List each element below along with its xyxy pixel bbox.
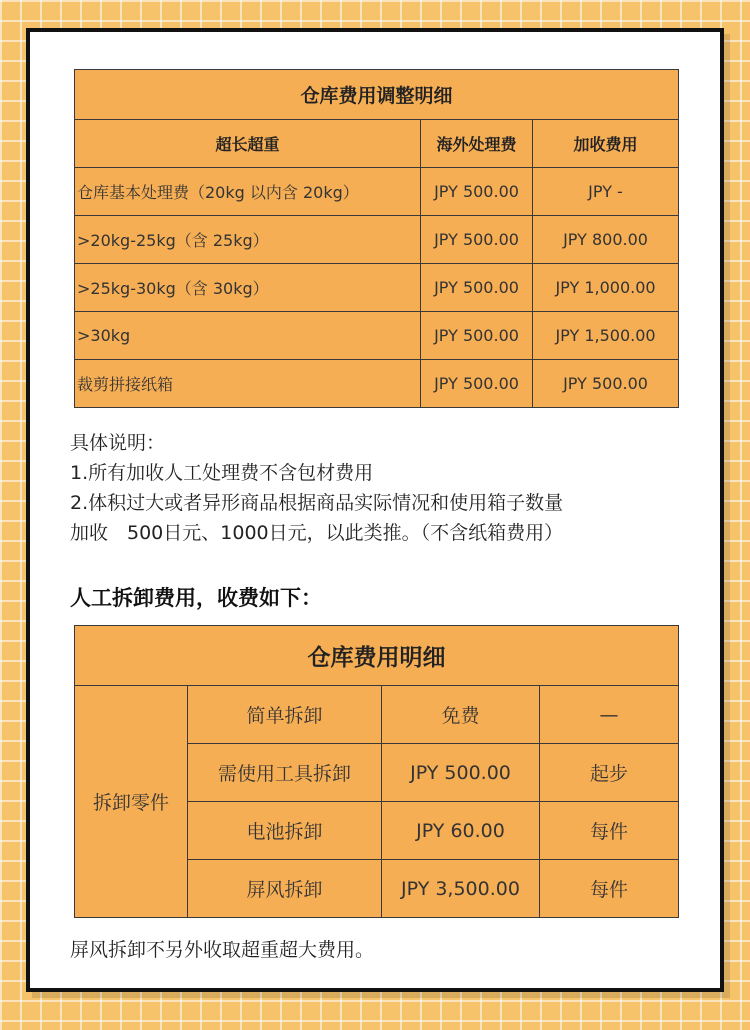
unit-cell: —	[540, 686, 679, 744]
service-name-cell: 电池拆卸	[188, 802, 382, 860]
table-header-row	[75, 120, 679, 168]
footnote: 屏风拆卸不另外收取超重超大费用。	[70, 939, 375, 961]
warehouse-fee-adjustment-table	[74, 69, 679, 408]
row-label: >20kg-25kg（含 25kg）	[75, 216, 421, 264]
overseas-fee-cell: JPY 500.00	[421, 264, 533, 312]
unit-cell: 每件	[540, 802, 679, 860]
row-label: >30kg	[75, 312, 421, 360]
note-line: 加收 500日元、1000日元，以此类推。（不含纸箱费用）	[70, 522, 564, 544]
note-line: 2.体积过大或者异形商品根据商品实际情况和使用箱子数量	[70, 492, 564, 514]
service-name-cell: 简单拆卸	[188, 686, 382, 744]
price-cell: JPY 500.00	[382, 744, 540, 802]
table-title: 仓库费用调整明细	[75, 70, 679, 120]
table-row	[75, 686, 679, 744]
surcharge-cell: JPY 1,500.00	[533, 312, 679, 360]
table-row	[75, 216, 679, 264]
table-row	[75, 312, 679, 360]
price-cell: 免费	[382, 686, 540, 744]
service-name-cell: 需使用工具拆卸	[188, 744, 382, 802]
note-line: 1.所有加收人工处理费不含包材费用	[70, 462, 374, 484]
group-label: 拆卸零件	[75, 686, 188, 918]
notes-block	[70, 428, 710, 548]
table-title-row	[75, 70, 679, 120]
row-label: >25kg-30kg（含 30kg）	[75, 264, 421, 312]
overseas-fee-cell: JPY 500.00	[421, 312, 533, 360]
disassembly-fee-table	[74, 625, 679, 918]
content-card	[26, 28, 724, 992]
notes-heading: 具体说明：	[70, 432, 166, 454]
unit-cell: 每件	[540, 860, 679, 918]
row-label: 裁剪拼接纸箱	[75, 360, 421, 408]
table-title: 仓库费用明细	[75, 626, 679, 686]
table-row	[75, 360, 679, 408]
price-cell: JPY 60.00	[382, 802, 540, 860]
unit-cell: 起步	[540, 744, 679, 802]
table-row	[75, 168, 679, 216]
column-header: 加收费用	[533, 120, 679, 168]
surcharge-cell: JPY 1,000.00	[533, 264, 679, 312]
overseas-fee-cell: JPY 500.00	[421, 168, 533, 216]
overseas-fee-cell: JPY 500.00	[421, 360, 533, 408]
overseas-fee-cell: JPY 500.00	[421, 216, 533, 264]
surcharge-cell: JPY 500.00	[533, 360, 679, 408]
surcharge-cell: JPY -	[533, 168, 679, 216]
table-title-row	[75, 626, 679, 686]
price-cell: JPY 3,500.00	[382, 860, 540, 918]
table-row	[75, 264, 679, 312]
column-header: 海外处理费	[421, 120, 533, 168]
row-label: 仓库基本处理费（20kg 以内含 20kg）	[75, 168, 421, 216]
surcharge-cell: JPY 800.00	[533, 216, 679, 264]
column-header: 超长超重	[75, 120, 421, 168]
section-heading: 人工拆卸费用，收费如下：	[70, 586, 322, 610]
service-name-cell: 屏风拆卸	[188, 860, 382, 918]
